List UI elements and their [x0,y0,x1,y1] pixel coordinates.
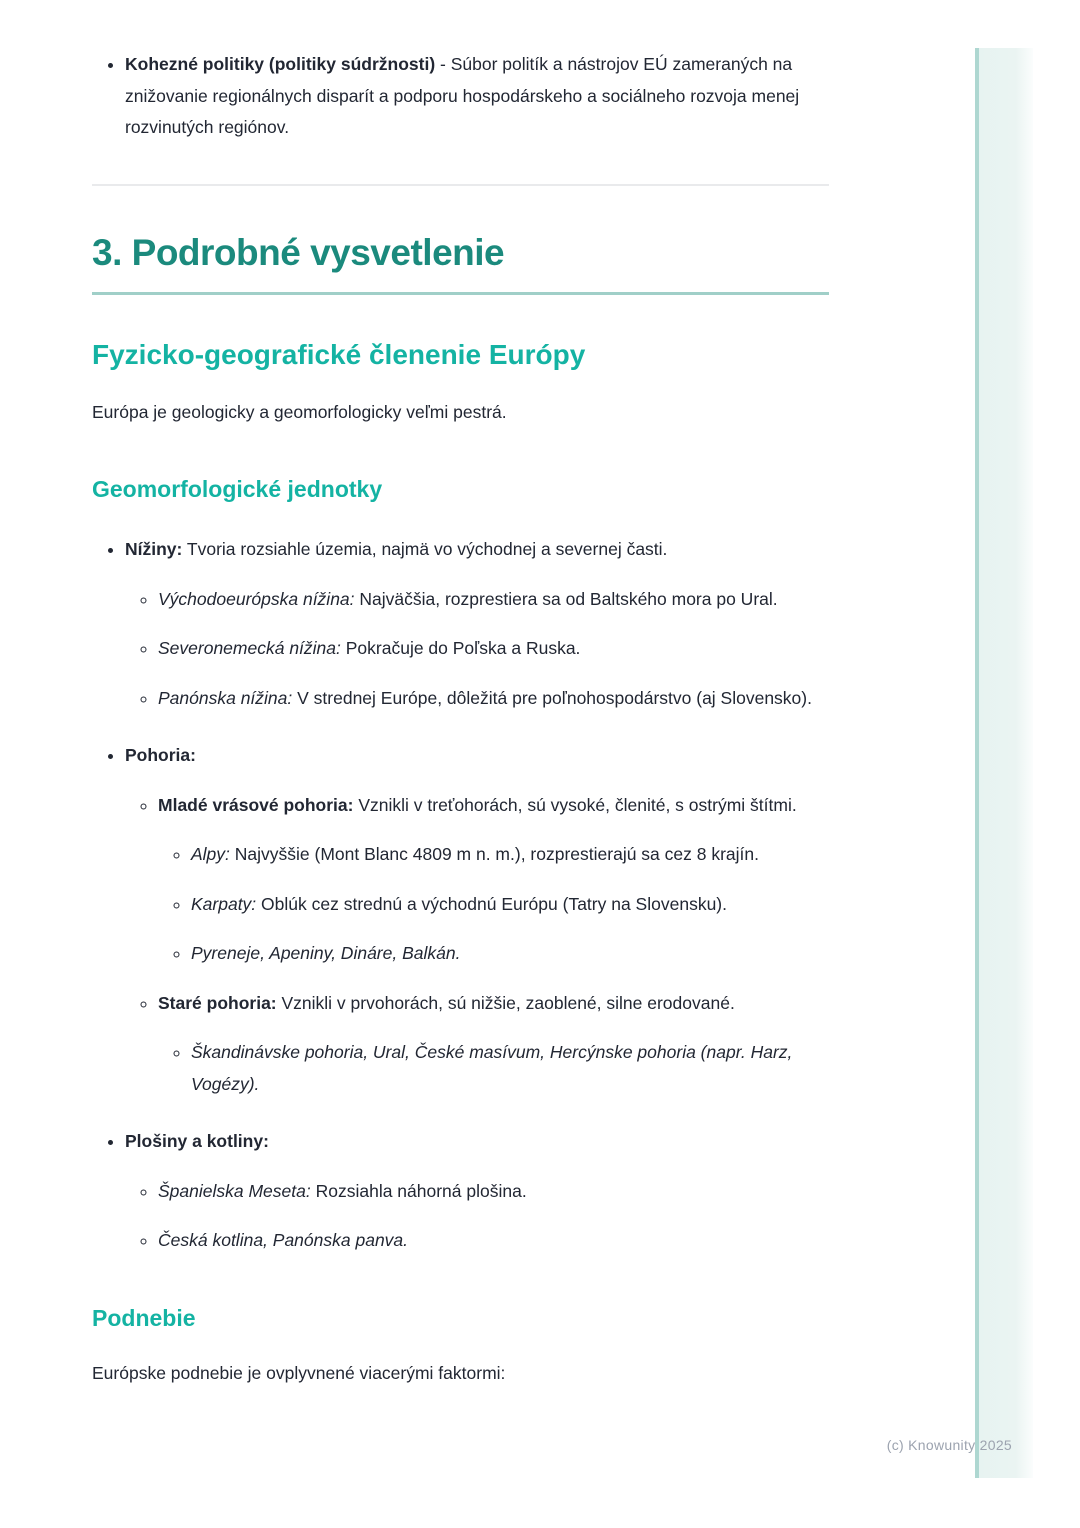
list-item-text: Najvyššie (Mont Blanc 4809 m n. m.), rozprestierajú sa cez 8 krajín. [229,844,759,864]
intro-list [92,49,829,144]
geo-list [92,534,829,1257]
list-item-lead-bold: Plošiny a kotliny: [125,1131,269,1151]
list-item-lead-italic: Alpy: [191,844,230,864]
list-item [158,1225,829,1257]
list-item-text: Vznikli v prvohorách, sú nižšie, zaoblené, silne erodované. [276,992,735,1013]
list-item [191,1037,829,1100]
list-item-italic: Škandinávske pohoria, Ural, České masívum, Hercýnske pohoria (napr. Harz, Vogézy). [191,1042,793,1094]
list-item-text: Rozsiahla náhorná plošina. [310,1180,527,1201]
list-item-stare-pohoria [158,988,829,1101]
pohoria-sublist [125,790,829,1101]
list-item-pohoria [125,740,829,1100]
list-item-text: Oblúk cez strednú a východnú Európu (Tatry na Slovensku). [256,893,727,914]
plosiny-sublist [125,1176,829,1257]
list-item-plosiny [125,1126,829,1257]
list-item-lead-bold: Nížiny: [125,539,183,559]
list-item [158,683,829,715]
list-item-lead-italic: Panónska nížina: [158,687,293,708]
list-item-lead-bold: Mladé vrásové pohoria: [158,794,354,815]
nizini-sublist [125,584,829,715]
document-page [92,0,829,1389]
subheading-geomorfologicke-jednotky: Geomorfologické jednotky [92,476,383,502]
section-divider [92,184,829,186]
list-item-text: V strednej Európe, dôležitá pre poľnohospodárstvo (aj Slovensko). [292,687,812,708]
page-accent-bar [975,48,1033,1478]
list-item-lead-bold: Kohezné politiky (politiky súdržnosti) [125,54,436,74]
list-item [191,839,829,871]
list-item-italic: Pyreneje, Apeniny, Dináre, Balkán. [191,943,461,963]
list-item-lead-italic: Karpaty: [191,893,257,914]
list-item-lead-italic: Severonemecká nížina: [158,638,341,658]
list-item-lead-bold: Staré pohoria: [158,992,277,1013]
list-item-text: Najväčšia, rozprestiera sa od Baltského mora po Ural. [354,588,778,609]
list-item-lead-italic: Východoeurópska nížina: [158,588,355,609]
subheading-podnebie: Podnebie [92,1304,196,1331]
list-item-mlade-pohoria [158,790,829,970]
subsection-title: Fyzicko-geografické členenie Európy [92,338,586,370]
list-item [125,49,829,144]
copyright-footer: (c) Knowunity 2025 [886,1437,1012,1453]
list-item-text: Pokračuje do Poľska a Ruska. [340,638,581,658]
list-item [158,584,829,616]
list-item-italic: Česká kotlina, Panónska panva. [158,1230,409,1250]
list-item-text: - Súbor politík a nástrojov EÚ zameraných na znižovanie regionálnych disparít a podporu hospodárskeho a sociálneho rozvoja menej rozvinutých regiónov. [125,54,800,137]
list-item [158,1176,829,1208]
section-title: 3. Podrobné vysvetlenie [92,232,829,295]
subsection-lead: Európa je geologicky a geomorfologicky veľmi pestrá. [92,401,507,422]
list-item-lead-italic: Španielska Meseta: [158,1180,311,1201]
podnebie-lead: Európske podnebie je ovplyvnené viacerými faktormi: [92,1362,506,1383]
list-item [191,938,829,970]
mlade-pohoria-sublist [158,839,829,970]
stare-pohoria-sublist [158,1037,829,1100]
list-item-nizini [125,534,829,714]
list-item [158,633,829,665]
list-item-text: Tvoria rozsiahle územia, najmä vo východnej a severnej časti. [182,539,668,559]
list-item-lead-bold: Pohoria: [125,745,196,765]
list-item-text: Vznikli v treťohorách, sú vysoké, členité, s ostrými štítmi. [353,794,797,815]
list-item [191,889,829,921]
